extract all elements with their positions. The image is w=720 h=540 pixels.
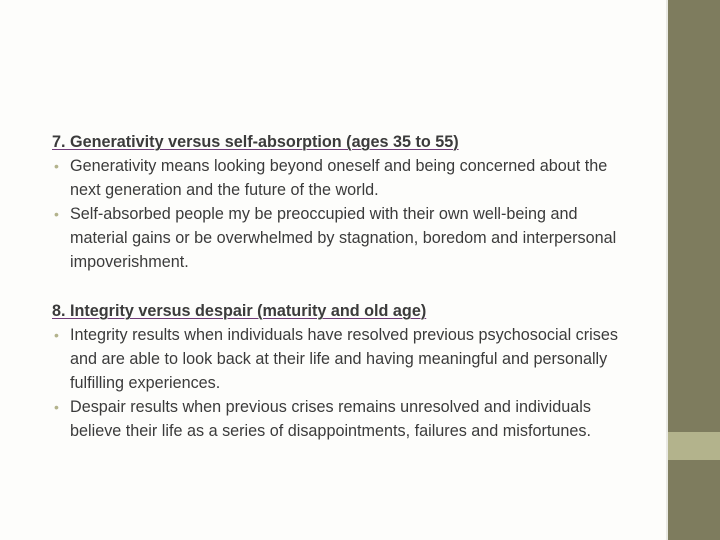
bullet-text: Integrity results when individuals have resolved previous psychosocial crises and are able to look back at their life and having meaningful and personally fulfilling experiences. (70, 326, 618, 392)
section-heading-generativity: 7. Generativity versus self-absorption (ages 35 to 55) (52, 133, 459, 151)
bullet-list-generativity (52, 154, 632, 274)
bullet-item (52, 154, 632, 202)
decorative-sidebar (666, 0, 720, 540)
bullet-dot-icon: • (54, 327, 59, 343)
sidebar-dark-block (668, 0, 720, 432)
bullet-list-integrity (52, 323, 632, 443)
section-spacer (52, 274, 632, 299)
bullet-item (52, 395, 632, 443)
bullet-dot-icon: • (54, 158, 59, 174)
section-heading-integrity: 8. Integrity versus despair (maturity and old age) (52, 302, 427, 320)
sidebar-dark-block-bottom (668, 460, 720, 540)
slide-content (52, 130, 632, 443)
bullet-text: Self-absorbed people my be preoccupied with their own well-being and material gains or be overwhelmed by stagnation, boredom and interpersonal impoverishment. (70, 205, 617, 271)
bullet-dot-icon: • (54, 399, 59, 415)
bullet-text: Generativity means looking beyond oneself and being concerned about the next generation and the future of the world. (70, 157, 608, 199)
bullet-text: Despair results when previous crises remains unresolved and individuals believe their life as a series of disappointments, failures and misfortunes. (70, 398, 591, 440)
bullet-item (52, 202, 632, 274)
bullet-dot-icon: • (54, 206, 59, 222)
bullet-item (52, 323, 632, 395)
sidebar-accent-block (668, 432, 720, 460)
